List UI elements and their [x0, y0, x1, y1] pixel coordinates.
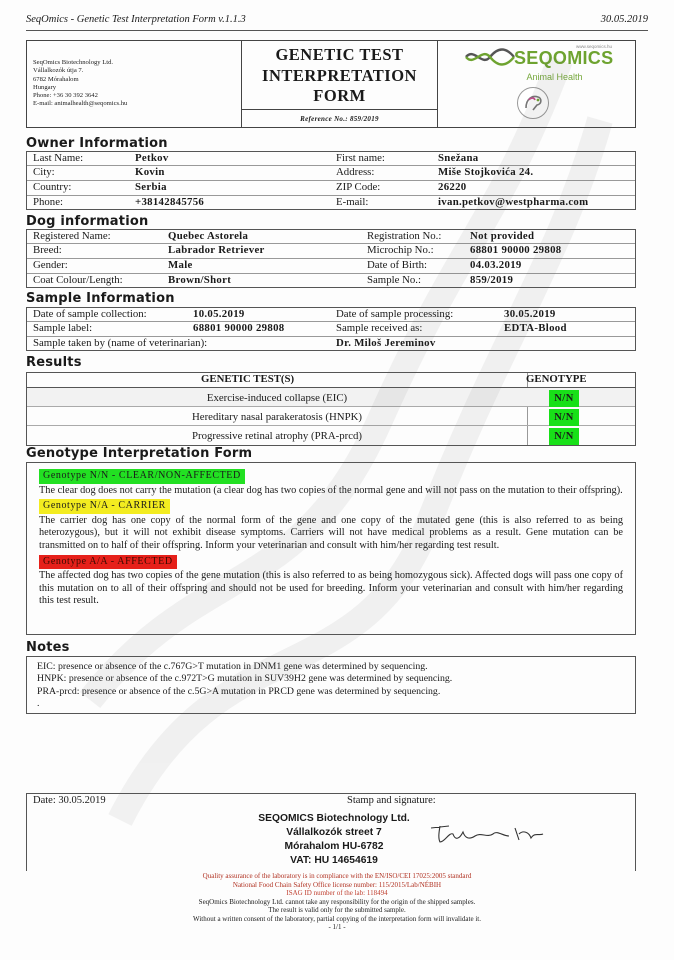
sample-section-title: Sample Information — [26, 291, 175, 306]
logo-subtitle: Animal Health — [526, 72, 583, 82]
results-header-test: GENETIC TEST(S) — [201, 373, 295, 385]
result-test-name: Hereditary nasal parakeratosis (HNPK) — [192, 411, 362, 423]
sample-received: EDTA-Blood — [504, 322, 567, 334]
table-row — [27, 407, 635, 426]
dna-swirl-icon — [464, 47, 516, 67]
sample-info-box — [26, 307, 636, 351]
result-test-name: Exercise-induced collapse (EIC) — [206, 392, 348, 404]
footer-quality-line: Quality assurance of the laboratory is in compliance with the EN/ISO/CEI 17025:2005 standard — [202, 872, 472, 880]
form-header — [26, 40, 636, 128]
owner-email: ivan.petkov@westpharma.com — [438, 196, 589, 208]
results-header-row — [27, 373, 635, 388]
footer-validity-line: The result is valid only for the submitted sample. — [268, 906, 406, 914]
company-logo — [438, 41, 635, 127]
sample-collection-date: 10.05.2019 — [193, 308, 245, 320]
owner-zip-label: ZIP Code: — [336, 181, 381, 193]
note-line: . — [37, 697, 40, 709]
result-genotype: N/N — [549, 390, 579, 407]
owner-last-name-label: Last Name: — [33, 152, 84, 164]
company-address-line: 6782 Mórahalom — [33, 75, 79, 83]
page-footer — [60, 872, 614, 932]
owner-last-name: Petkov — [135, 152, 169, 164]
stamp-line: SEQOMICS Biotechnology Ltd. — [258, 813, 410, 824]
results-table — [26, 372, 636, 446]
carrier-genotype-badge: Genotype N/A - CARRIER — [39, 499, 170, 514]
row-divider — [27, 258, 635, 259]
dog-info-box — [26, 229, 636, 288]
owner-country-label: Country: — [33, 181, 72, 193]
stamp-line: Vállalkozók street 7 — [286, 827, 382, 838]
sample-vet: Dr. Miloš Jereminov — [336, 337, 436, 349]
company-address-line: Phone: +36 30 392 3642 — [33, 92, 98, 100]
dog-reg-name-label: Registered Name: — [33, 230, 111, 242]
notes-section-title: Notes — [26, 640, 70, 655]
logo-url: www.seqomics.hu — [576, 44, 613, 49]
dog-reg-no-label: Registration No.: — [367, 230, 442, 242]
result-genotype: N/N — [549, 409, 579, 426]
result-genotype: N/N — [549, 428, 579, 445]
form-title-line: FORM — [313, 86, 366, 105]
results-section-title: Results — [26, 355, 82, 370]
signature-block — [26, 793, 636, 871]
company-stamp — [249, 812, 419, 868]
dog-gender: Male — [168, 259, 193, 271]
sample-received-label: Sample received as: — [336, 322, 423, 334]
owner-first-name: Snežana — [438, 152, 479, 164]
affected-genotype-description: The affected dog has two copies of the gene mutation (this is also referred to as being homozygous sick). Affected dogs will pass one copy of this mutation on to all of their offspring and should not be used for breeding. Inform your veterinarian and consult with him/her regarding this test result. — [39, 570, 623, 607]
stamp-line: Mórahalom HU-6782 — [284, 841, 384, 852]
handwritten-signature — [427, 818, 547, 848]
dog-sample-no-label: Sample No.: — [367, 274, 421, 286]
table-row — [27, 388, 635, 407]
running-header-rule — [26, 30, 648, 31]
dog-dob-label: Date of Birth: — [367, 259, 427, 271]
clear-genotype-description: The clear dog does not carry the mutation (a clear dog has two copies of the normal gene and will not pass on the mutation to their offspring). — [39, 484, 623, 496]
interpretation-box — [26, 462, 636, 635]
dog-gender-label: Gender: — [33, 259, 68, 271]
footer-page-number: - 1/1 - — [328, 923, 346, 931]
affected-genotype-badge: Genotype A/A - AFFECTED — [39, 555, 177, 570]
sample-processing-label: Date of sample processing: — [336, 308, 454, 320]
animal-health-seal-icon — [516, 86, 550, 120]
owner-phone: +38142845756 — [135, 196, 205, 208]
logo-wordmark: SEQOMICS — [514, 48, 614, 68]
stamp-line: VAT: HU 14654619 — [290, 855, 378, 866]
company-address-line: Hungary — [33, 83, 57, 91]
owner-city: Kovin — [135, 166, 165, 178]
results-header-genotype: GENOTYPE — [526, 373, 587, 385]
reference-number: Reference No.: 859/2019 — [242, 109, 437, 127]
clear-genotype-badge: Genotype N/N - CLEAR/NON-AFFECTED — [39, 469, 245, 484]
dog-microchip: 68801 90000 29808 — [470, 244, 562, 256]
owner-country: Serbia — [135, 181, 167, 193]
form-title-line: INTERPRETATION — [262, 65, 417, 85]
running-header-date: 30.05.2019 — [600, 14, 648, 25]
sample-collection-label: Date of sample collection: — [33, 308, 147, 320]
dog-breed: Labrador Retriever — [168, 244, 265, 256]
dog-breed-label: Breed: — [33, 244, 62, 256]
owner-address: Miše Stojkovića 24. — [438, 166, 534, 178]
owner-city-label: City: — [33, 166, 55, 178]
running-header-title: SeqOmics - Genetic Test Interpretation Form v.1.1.3 — [26, 14, 246, 25]
dog-section-title: Dog information — [26, 214, 149, 229]
footer-isag-line: ISAG ID number of the lab: 118494 — [286, 889, 388, 897]
result-test-name: Progressive retinal atrophy (PRA-prcd) — [191, 430, 362, 442]
sample-label-label: Sample label: — [33, 322, 93, 334]
note-line: EIC: presence or absence of the c.767G>T mutation in DNM1 gene was determined by sequencing. — [37, 661, 428, 672]
interpretation-section-title: Genotype Interpretation Form — [26, 446, 253, 461]
dog-dob: 04.03.2019 — [470, 259, 522, 271]
stamp-signature-label: Stamp and signature: — [347, 795, 436, 806]
dog-sample-no: 859/2019 — [470, 274, 514, 286]
owner-first-name-label: First name: — [336, 152, 385, 164]
row-divider — [27, 165, 635, 166]
row-divider — [27, 180, 635, 181]
owner-address-label: Address: — [336, 166, 375, 178]
notes-box — [26, 656, 636, 714]
footer-responsibility-line: SeqOmics Biotechnology Ltd. cannot take any responsibility for the origin of the shipped samples. — [198, 897, 476, 906]
form-title-line: GENETIC TEST — [275, 45, 404, 64]
sample-label: 68801 90000 29808 — [193, 322, 285, 334]
sample-vet-label: Sample taken by (name of veterinarian): — [33, 337, 208, 349]
dog-coat: Brown/Short — [168, 274, 232, 286]
owner-info-box — [26, 151, 636, 210]
note-line: PRA-prcd: presence or absence of the c.5G>A mutation in PRCD gene was determined by sequencing. — [37, 685, 441, 697]
sample-processing-date: 30.05.2019 — [504, 308, 556, 320]
carrier-genotype-description: The carrier dog has one copy of the normal form of the gene and one copy of the mutated gene (this is also referred to as being heterozygous), but it will not exhibit disease symptoms. Carriers will not have medical problems as a result. Gene mutation can be transmitted on to half of their offspring. Inform your veterinarian and consult with him/her regarding test result. — [39, 514, 623, 551]
company-address-line: SeqOmics Biotechnology Ltd. — [33, 59, 114, 66]
note-line: HNPK: presence or absence of the c.972T>G mutation in SUV39H2 gene was determined by sequencing. — [37, 673, 453, 685]
company-address-line: Vállalkozók útja 7. — [33, 67, 84, 75]
signature-date: Date: 30.05.2019 — [33, 795, 106, 806]
footer-consent-line: Without a written consent of the laboratory, partial copying of the interpretation form will invalidate it. — [193, 914, 481, 923]
dog-microchip-label: Microchip No.: — [367, 244, 434, 256]
owner-zip: 26220 — [438, 181, 467, 193]
dog-reg-no: Not provided — [470, 230, 535, 242]
footer-license-line: National Food Chain Safety Office license number: 115/2015/Lab/NÉBIH — [232, 880, 442, 889]
owner-section-title: Owner Information — [26, 136, 168, 151]
owner-email-label: E-mail: — [336, 196, 369, 208]
company-address — [27, 41, 242, 127]
form-title-block — [242, 41, 438, 127]
table-row — [27, 426, 635, 445]
company-address-line: E-mail: animalhealth@seqomics.hu — [33, 100, 128, 108]
running-header — [26, 14, 648, 28]
dog-coat-label: Coat Colour/Length: — [33, 274, 123, 286]
dog-reg-name: Quebec Astorela — [168, 230, 249, 242]
owner-phone-label: Phone: — [33, 196, 63, 208]
